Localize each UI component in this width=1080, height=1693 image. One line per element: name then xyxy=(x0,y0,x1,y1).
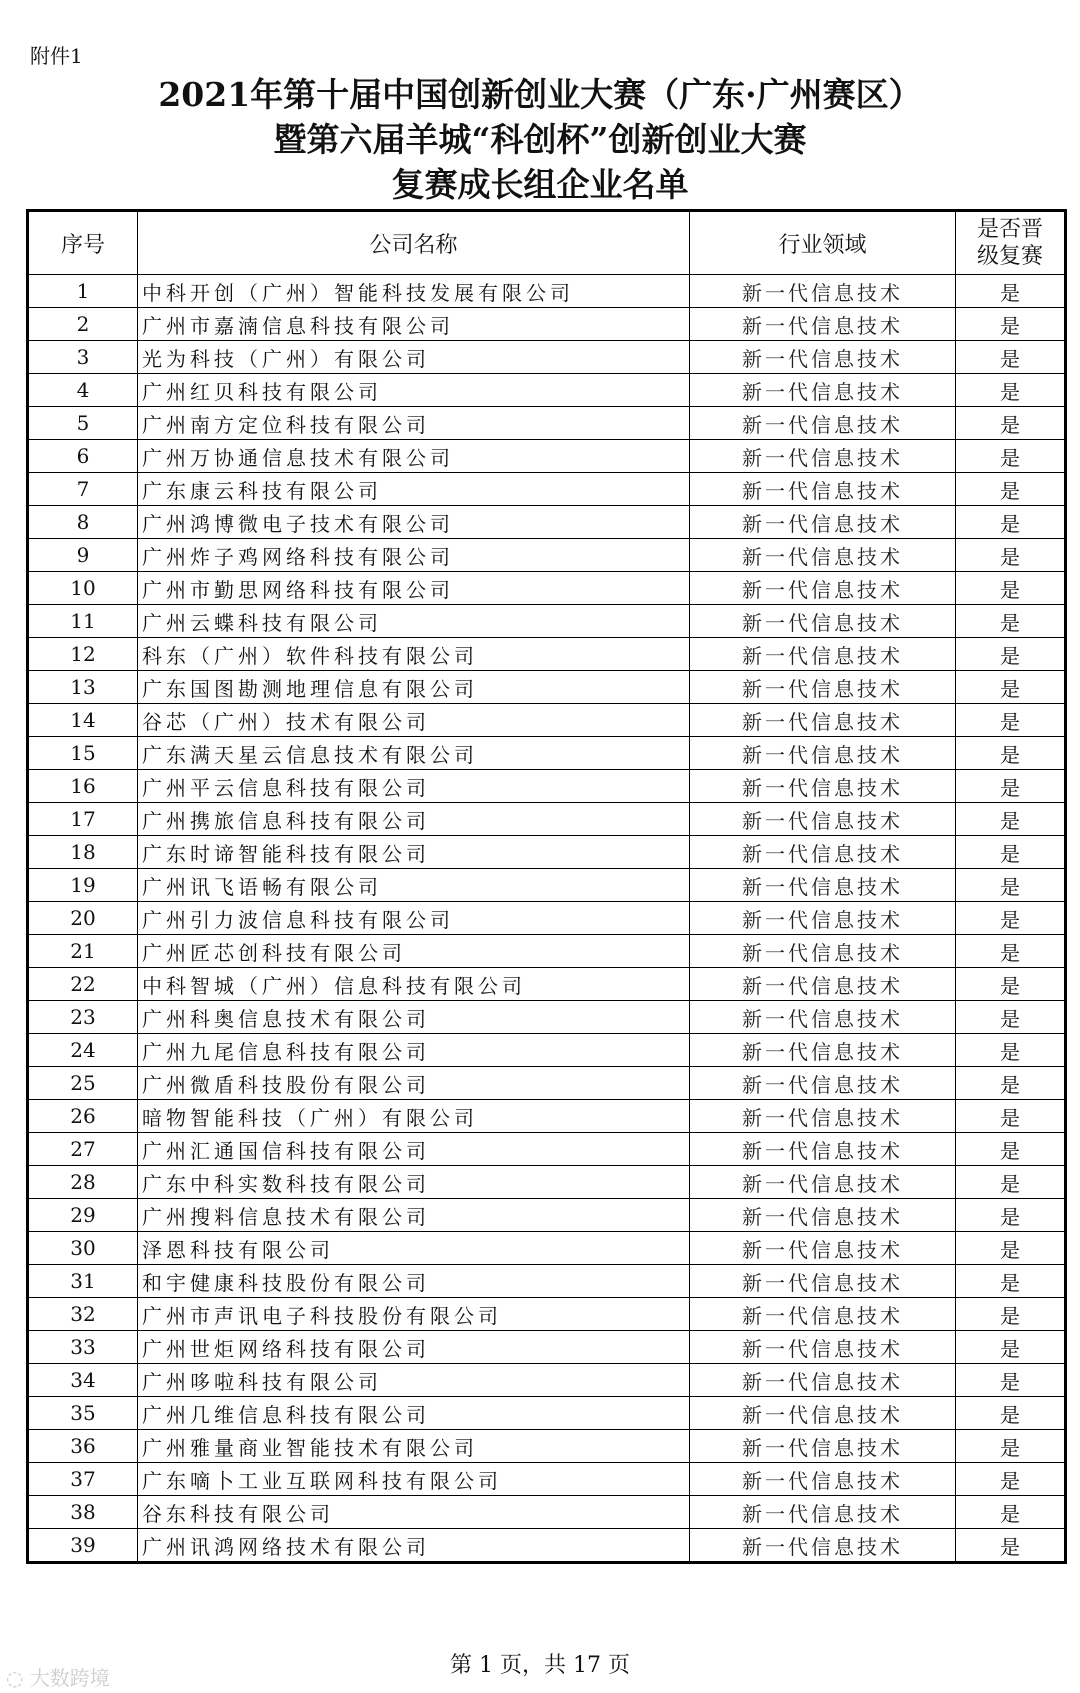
advanced-status: 是 xyxy=(956,1001,1066,1034)
industry: 新一代信息技术 xyxy=(690,1496,956,1529)
table-row xyxy=(28,374,1066,407)
table-row xyxy=(28,308,1066,341)
table-row xyxy=(28,341,1066,374)
advanced-status: 是 xyxy=(956,1529,1066,1563)
table-row xyxy=(28,704,1066,737)
industry: 新一代信息技术 xyxy=(690,1166,956,1199)
industry: 新一代信息技术 xyxy=(690,638,956,671)
industry: 新一代信息技术 xyxy=(690,1529,956,1563)
advanced-status: 是 xyxy=(956,605,1066,638)
advanced-status: 是 xyxy=(956,1496,1066,1529)
company-name: 广州汇通国信科技有限公司 xyxy=(138,1133,690,1166)
page-footer: 第 1 页，共 17 页 xyxy=(450,1653,630,1678)
industry: 新一代信息技术 xyxy=(690,308,956,341)
table-row xyxy=(28,902,1066,935)
table-row xyxy=(28,1034,1066,1067)
company-name: 广州九尾信息科技有限公司 xyxy=(138,1034,690,1067)
title-line-3: 复赛成长组企业名单 xyxy=(391,165,689,204)
advanced-status: 是 xyxy=(956,440,1066,473)
industry: 新一代信息技术 xyxy=(690,1232,956,1265)
company-name: 科东（广州）软件科技有限公司 xyxy=(138,638,690,671)
table-row xyxy=(28,572,1066,605)
industry: 新一代信息技术 xyxy=(690,968,956,1001)
header-advanced: 是否晋级复赛 xyxy=(956,211,1066,275)
row-index: 33 xyxy=(28,1331,138,1364)
advanced-status: 是 xyxy=(956,1067,1066,1100)
company-name: 广州哆啦科技有限公司 xyxy=(138,1364,690,1397)
company-name: 和宇健康科技股份有限公司 xyxy=(138,1265,690,1298)
company-name: 广东时谛智能科技有限公司 xyxy=(138,836,690,869)
row-index: 27 xyxy=(28,1133,138,1166)
table-row xyxy=(28,836,1066,869)
table-row xyxy=(28,671,1066,704)
row-index: 37 xyxy=(28,1463,138,1496)
row-index: 3 xyxy=(28,341,138,374)
company-name: 广州炸子鸡网络科技有限公司 xyxy=(138,539,690,572)
industry: 新一代信息技术 xyxy=(690,770,956,803)
row-index: 22 xyxy=(28,968,138,1001)
industry: 新一代信息技术 xyxy=(690,902,956,935)
industry: 新一代信息技术 xyxy=(690,1298,956,1331)
row-index: 20 xyxy=(28,902,138,935)
company-name: 暗物智能科技（广州）有限公司 xyxy=(138,1100,690,1133)
table-row xyxy=(28,473,1066,506)
advanced-status: 是 xyxy=(956,1430,1066,1463)
row-index: 5 xyxy=(28,407,138,440)
industry: 新一代信息技术 xyxy=(690,671,956,704)
table-row xyxy=(28,605,1066,638)
row-index: 25 xyxy=(28,1067,138,1100)
company-name: 广东满天星云信息技术有限公司 xyxy=(138,737,690,770)
company-name: 广州讯飞语畅有限公司 xyxy=(138,869,690,902)
industry: 新一代信息技术 xyxy=(690,737,956,770)
advanced-status: 是 xyxy=(956,836,1066,869)
company-name: 泽恩科技有限公司 xyxy=(138,1232,690,1265)
row-index: 8 xyxy=(28,506,138,539)
industry: 新一代信息技术 xyxy=(690,704,956,737)
table-row xyxy=(28,407,1066,440)
row-index: 19 xyxy=(28,869,138,902)
company-name: 中科智城（广州）信息科技有限公司 xyxy=(138,968,690,1001)
advanced-status: 是 xyxy=(956,869,1066,902)
company-name: 广州市嘉湳信息科技有限公司 xyxy=(138,308,690,341)
row-index: 16 xyxy=(28,770,138,803)
row-index: 18 xyxy=(28,836,138,869)
company-name: 广州鸿博微电子技术有限公司 xyxy=(138,506,690,539)
company-name: 广州携旅信息科技有限公司 xyxy=(138,803,690,836)
industry: 新一代信息技术 xyxy=(690,341,956,374)
advanced-status: 是 xyxy=(956,1034,1066,1067)
industry: 新一代信息技术 xyxy=(690,1364,956,1397)
advanced-status: 是 xyxy=(956,374,1066,407)
company-name: 广州红贝科技有限公司 xyxy=(138,374,690,407)
row-index: 29 xyxy=(28,1199,138,1232)
industry: 新一代信息技术 xyxy=(690,1331,956,1364)
attachment-label: 附件1 xyxy=(30,44,83,68)
company-name: 谷芯（广州）技术有限公司 xyxy=(138,704,690,737)
table-row xyxy=(28,275,1066,308)
row-index: 14 xyxy=(28,704,138,737)
company-name: 广州匠芯创科技有限公司 xyxy=(138,935,690,968)
table-row xyxy=(28,770,1066,803)
row-index: 39 xyxy=(28,1529,138,1563)
advanced-status: 是 xyxy=(956,572,1066,605)
row-index: 38 xyxy=(28,1496,138,1529)
advanced-status: 是 xyxy=(956,1463,1066,1496)
industry: 新一代信息技术 xyxy=(690,935,956,968)
table-row xyxy=(28,1463,1066,1496)
row-index: 17 xyxy=(28,803,138,836)
industry: 新一代信息技术 xyxy=(690,605,956,638)
industry: 新一代信息技术 xyxy=(690,869,956,902)
advanced-status: 是 xyxy=(956,770,1066,803)
industry: 新一代信息技术 xyxy=(690,374,956,407)
row-index: 13 xyxy=(28,671,138,704)
industry: 新一代信息技术 xyxy=(690,473,956,506)
industry: 新一代信息技术 xyxy=(690,1100,956,1133)
row-index: 10 xyxy=(28,572,138,605)
industry: 新一代信息技术 xyxy=(690,1265,956,1298)
advanced-status: 是 xyxy=(956,737,1066,770)
industry: 新一代信息技术 xyxy=(690,836,956,869)
table-row xyxy=(28,935,1066,968)
table-row xyxy=(28,1265,1066,1298)
table-row xyxy=(28,1100,1066,1133)
row-index: 15 xyxy=(28,737,138,770)
industry: 新一代信息技术 xyxy=(690,440,956,473)
table-row xyxy=(28,1298,1066,1331)
row-index: 32 xyxy=(28,1298,138,1331)
advanced-status: 是 xyxy=(956,308,1066,341)
industry: 新一代信息技术 xyxy=(690,1430,956,1463)
header-industry: 行业领域 xyxy=(690,211,956,275)
row-index: 35 xyxy=(28,1397,138,1430)
company-name: 广州搜料信息技术有限公司 xyxy=(138,1199,690,1232)
advanced-status: 是 xyxy=(956,968,1066,1001)
table-row xyxy=(28,539,1066,572)
table-row xyxy=(28,1529,1066,1563)
company-name: 中科开创（广州）智能科技发展有限公司 xyxy=(138,275,690,308)
advanced-status: 是 xyxy=(956,539,1066,572)
advanced-status: 是 xyxy=(956,638,1066,671)
row-index: 9 xyxy=(28,539,138,572)
industry: 新一代信息技术 xyxy=(690,539,956,572)
table-row xyxy=(28,737,1066,770)
table-row xyxy=(28,1067,1066,1100)
row-index: 21 xyxy=(28,935,138,968)
table-row xyxy=(28,1430,1066,1463)
industry: 新一代信息技术 xyxy=(690,1463,956,1496)
row-index: 1 xyxy=(28,275,138,308)
company-name: 广东嘀卜工业互联网科技有限公司 xyxy=(138,1463,690,1496)
company-name: 广州平云信息科技有限公司 xyxy=(138,770,690,803)
row-index: 23 xyxy=(28,1001,138,1034)
table-row xyxy=(28,803,1066,836)
industry: 新一代信息技术 xyxy=(690,1133,956,1166)
company-name: 广州市声讯电子科技股份有限公司 xyxy=(138,1298,690,1331)
title-line-2: 暨第六届羊城“科创杯”创新创业大赛 xyxy=(273,120,807,159)
industry: 新一代信息技术 xyxy=(690,572,956,605)
row-index: 34 xyxy=(28,1364,138,1397)
table-row xyxy=(28,1397,1066,1430)
row-index: 28 xyxy=(28,1166,138,1199)
advanced-status: 是 xyxy=(956,1232,1066,1265)
advanced-status: 是 xyxy=(956,1397,1066,1430)
table-row xyxy=(28,506,1066,539)
industry: 新一代信息技术 xyxy=(690,275,956,308)
title-line-1: 2021年第十届中国创新创业大赛（广东·广州赛区） xyxy=(158,75,922,114)
advanced-status: 是 xyxy=(956,1364,1066,1397)
row-index: 7 xyxy=(28,473,138,506)
advanced-status: 是 xyxy=(956,1265,1066,1298)
industry: 新一代信息技术 xyxy=(690,1034,956,1067)
company-name: 广州云蝶科技有限公司 xyxy=(138,605,690,638)
watermark-text: 大数跨境 xyxy=(29,1666,110,1690)
advanced-status: 是 xyxy=(956,1199,1066,1232)
advanced-status: 是 xyxy=(956,803,1066,836)
table-row xyxy=(28,1133,1066,1166)
table-row xyxy=(28,968,1066,1001)
company-name: 广州雅量商业智能技术有限公司 xyxy=(138,1430,690,1463)
company-name: 广州微盾科技股份有限公司 xyxy=(138,1067,690,1100)
industry: 新一代信息技术 xyxy=(690,1199,956,1232)
advanced-status: 是 xyxy=(956,473,1066,506)
industry: 新一代信息技术 xyxy=(690,506,956,539)
table-row xyxy=(28,1199,1066,1232)
table-row xyxy=(28,638,1066,671)
row-index: 6 xyxy=(28,440,138,473)
company-name: 广州几维信息科技有限公司 xyxy=(138,1397,690,1430)
advanced-status: 是 xyxy=(956,341,1066,374)
watermark-logo: ◌ 大数跨境 xyxy=(6,1666,110,1690)
company-name: 广州南方定位科技有限公司 xyxy=(138,407,690,440)
company-name: 谷东科技有限公司 xyxy=(138,1496,690,1529)
table-row xyxy=(28,1166,1066,1199)
table-row xyxy=(28,1001,1066,1034)
row-index: 2 xyxy=(28,308,138,341)
advanced-status: 是 xyxy=(956,275,1066,308)
row-index: 26 xyxy=(28,1100,138,1133)
company-name: 广东国图勘测地理信息有限公司 xyxy=(138,671,690,704)
row-index: 36 xyxy=(28,1430,138,1463)
advanced-status: 是 xyxy=(956,506,1066,539)
company-name: 广州万协通信息技术有限公司 xyxy=(138,440,690,473)
company-name: 广州科奥信息技术有限公司 xyxy=(138,1001,690,1034)
table-row xyxy=(28,1232,1066,1265)
header-index: 序号 xyxy=(28,211,138,275)
advanced-status: 是 xyxy=(956,407,1066,440)
row-index: 24 xyxy=(28,1034,138,1067)
advanced-status: 是 xyxy=(956,1331,1066,1364)
industry: 新一代信息技术 xyxy=(690,1397,956,1430)
row-index: 30 xyxy=(28,1232,138,1265)
row-index: 12 xyxy=(28,638,138,671)
advanced-status: 是 xyxy=(956,935,1066,968)
table-row xyxy=(28,1331,1066,1364)
company-name: 广州讯鸿网络技术有限公司 xyxy=(138,1529,690,1563)
company-name: 广东中科实数科技有限公司 xyxy=(138,1166,690,1199)
row-index: 11 xyxy=(28,605,138,638)
industry: 新一代信息技术 xyxy=(690,1001,956,1034)
advanced-status: 是 xyxy=(956,1166,1066,1199)
row-index: 4 xyxy=(28,374,138,407)
industry: 新一代信息技术 xyxy=(690,1067,956,1100)
table-row xyxy=(28,869,1066,902)
industry: 新一代信息技术 xyxy=(690,803,956,836)
advanced-status: 是 xyxy=(956,704,1066,737)
advanced-status: 是 xyxy=(956,1100,1066,1133)
company-name: 广州市勤思网络科技有限公司 xyxy=(138,572,690,605)
advanced-status: 是 xyxy=(956,1133,1066,1166)
advanced-status: 是 xyxy=(956,671,1066,704)
company-name: 光为科技（广州）有限公司 xyxy=(138,341,690,374)
table-row xyxy=(28,1364,1066,1397)
table-row xyxy=(28,440,1066,473)
company-name: 广州世炬网络科技有限公司 xyxy=(138,1331,690,1364)
industry: 新一代信息技术 xyxy=(690,407,956,440)
table-header-row xyxy=(28,211,1066,275)
advanced-status: 是 xyxy=(956,1298,1066,1331)
table-row xyxy=(28,1496,1066,1529)
header-company-name: 公司名称 xyxy=(138,211,690,275)
advanced-status: 是 xyxy=(956,902,1066,935)
company-name: 广州引力波信息科技有限公司 xyxy=(138,902,690,935)
company-list-table xyxy=(26,209,1067,1564)
row-index: 31 xyxy=(28,1265,138,1298)
company-name: 广东康云科技有限公司 xyxy=(138,473,690,506)
